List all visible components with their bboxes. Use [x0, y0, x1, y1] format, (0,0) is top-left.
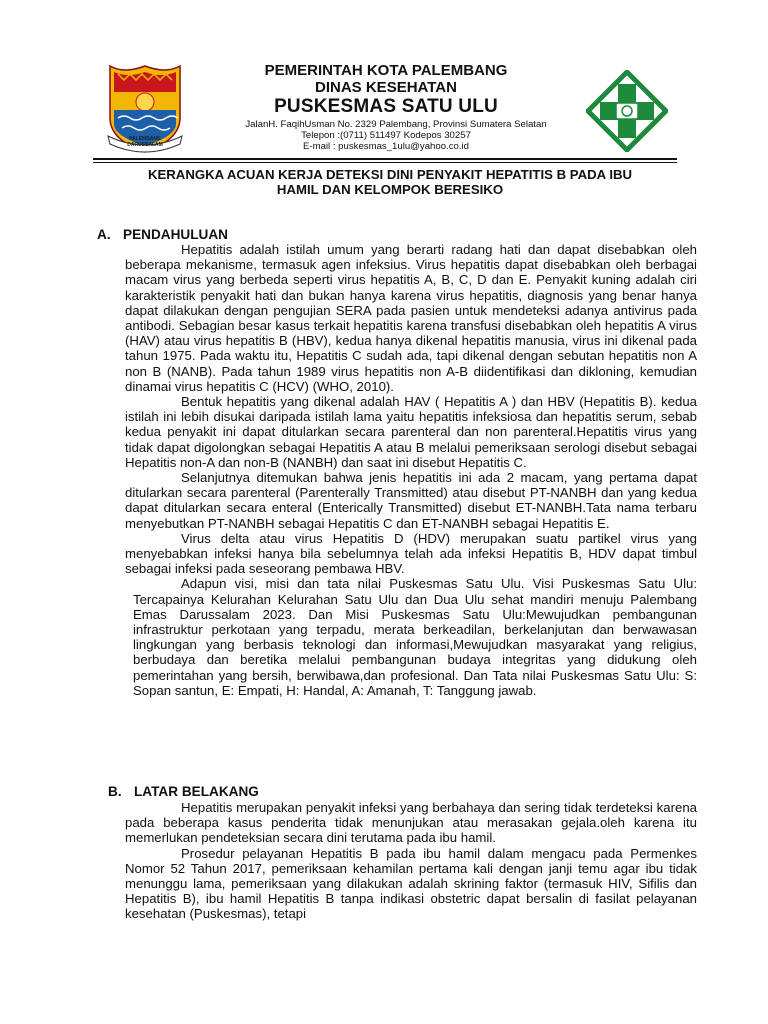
header-phone: Telepon :(0711) 511497 Kodepos 30257 [301, 130, 471, 141]
header-divider-thick [93, 158, 677, 160]
section-b-heading [108, 784, 259, 799]
section-a-paragraph: Virus delta atau virus Hepatitis D (HDV) merupakan suatu partikel virus yang menyebabkan infeksi hanya bila sebelumnya telah ada infeksi Hepatitis B, HDV dapat timbul sebagai infeksi pada seseorang pembawa HBV. [125, 530, 697, 577]
document-title-line1: KERANGKA ACUAN KERJA DETEKSI DINI PENYAKIT HEPATITIS B PADA IBU [147, 167, 633, 182]
section-b-body [125, 800, 697, 922]
section-a-paragraph: Selanjutnya ditemukan bahwa jenis hepatitis ini ada 2 macam, yang pertama dapat ditularkan secara parenteral (Parenterally Transmitted) atau disebut PT-NANBH dan yang kedua dapat ditularkan secara enteral (Enterically Transmitted) disebut ET-NANBH.Tata nama terbaru menyebutkan PT-NANBH sebagai Hepatitis C dan ET-NANBH sebagai Hepatitis E. [125, 470, 697, 531]
header-address: JalanH. FaqihUsman No. 2329 Palembang, Provinsi Sumatera Selatan [245, 119, 547, 130]
header-organization: PUSKESMAS SATU ULU [274, 96, 498, 117]
puskesmas-cross-emblem-icon [586, 70, 668, 152]
section-a-paragraph: Bentuk hepatitis yang dikenal adalah HAV ( Hepatitis A ) dan HBV (Hepatitis B). kedua istilah ini lebih disukai daripada istilah lama yaitu hepatitis infeksiosa dan hepatitis serum, sebab kedua penyakit ini dapat ditularkan secara parenteral dan non parenteral.Hepatitis virus yang tidak dapat digolongkan sebagai Hepatitis A atau B melalui pemeriksaan serologi disebut sebagai Hepatitis non-A dan non-B (NANBH) dan saat ini disebut Hepatitis C. [125, 394, 697, 470]
section-a-body [125, 242, 697, 698]
section-b-paragraph: Prosedur pelayanan Hepatitis B pada ibu hamil dalam mengacu pada Permenkes Nomor 52 Tahun 2017, pemeriksaan kehamilan pertama kali dengan janji temu agar ibu tidak menunggu lama, pemeriksaan yang dilakukan adalah skrining faktor (termasuk HIV, Sifilis dan Hepatitis B), ibu hamil Hepatitis B tanpa indikasi obstetric dapat bersalin di fasilat pelayanan kesehatan (Puskesmas), tetapi [125, 845, 697, 922]
section-a-letter: A. [97, 227, 111, 242]
section-b-title: LATAR BELAKANG [134, 784, 259, 799]
section-b-paragraph: Hepatitis merupakan penyakit infeksi yang berbahaya dan sering tidak terdeteksi karena pada beberapa kasus penderita tidak menunjukan atau merasakan gejala.oleh karena itu memerlukan pendeteksian secara dini terutama pada ibu hamil. [125, 800, 697, 846]
header-department: DINAS KESEHATAN [315, 79, 457, 96]
section-b-letter: B. [108, 784, 122, 799]
section-a-title: PENDAHULUAN [123, 227, 228, 242]
header-email: E-mail : puskesmas_1ulu@yahoo.co.id [303, 141, 469, 152]
header-divider-thin [93, 162, 677, 163]
document-title-line2: HAMIL DAN KELOMPOK BERESIKO [276, 182, 504, 197]
left-logo-ribbon-text: PALEMBANG DARUSSALAM [127, 136, 163, 148]
section-a-paragraph: Hepatitis adalah istilah umum yang berarti radang hati dan dapat disebabkan oleh beberapa mekanisme, termasuk agen infeksius. Virus hepatitis dapat disebabkan oleh berbagai macam virus yang berbeda seperti virus hepatitis A, B, C, D dan E. Penyakit kuning adalah ciri karakteristik penyakit hati dan bukan hanya karena virus hepatitis, diagnosis yang benar hanya dapat dilakukan dengan pengujian SERA pada pasien untuk mendeteksi adanya antivirus pada antibodi. Sebagian besar kasus terkait hepatitis karena transfusi disebabkan oleh hepatitis A virus (HAV) atau virus hepatitis B (HBV), kedua hanya dikenal hepatitis manusia, virus ini dikenal pada tahun 1975. Pada waktu itu, Hepatitis C sudah ada, tapi dikenal dengan sebutan hepatitis non A non B (NANB). Pada tahun 1989 virus hepatitis non A-B diidentifikasi dan dikloning, kemudian dinamai virus hepatitis C (HCV) (WHO, 2010). [125, 242, 697, 394]
header-government: PEMERINTAH KOTA PALEMBANG [264, 62, 508, 79]
section-a-paragraph: Adapun visi, misi dan tata nilai Puskesmas Satu Ulu. Visi Puskesmas Satu Ulu: Tercapainya Kelurahan Kelurahan Satu Ulu dan Dua Ulu sehat mandiri menuju Palembang Emas Darussalam 2023. Dan Misi Puskesmas Satu Ulu:Mewujudkan pembangunan infrastruktur perkotaan yang terpadu, merata berkeadilan, berkelanjutan dan berwawasan lingkungan yang berbasis teknologi dan informasi,Mewujudkan masyarakat yang religius, berbudaya dan beretika melalui pembangunan budaya integritas yang didukung oleh pemerintahan yang bersih, berwibawa,dan profesional. Dan Tata nilai Puskesmas Satu Ulu: S: Sopan santun, E: Empati, H: Handal, A: Amanah, T: Tanggung jawab. [133, 576, 697, 698]
section-a-heading [97, 227, 228, 242]
